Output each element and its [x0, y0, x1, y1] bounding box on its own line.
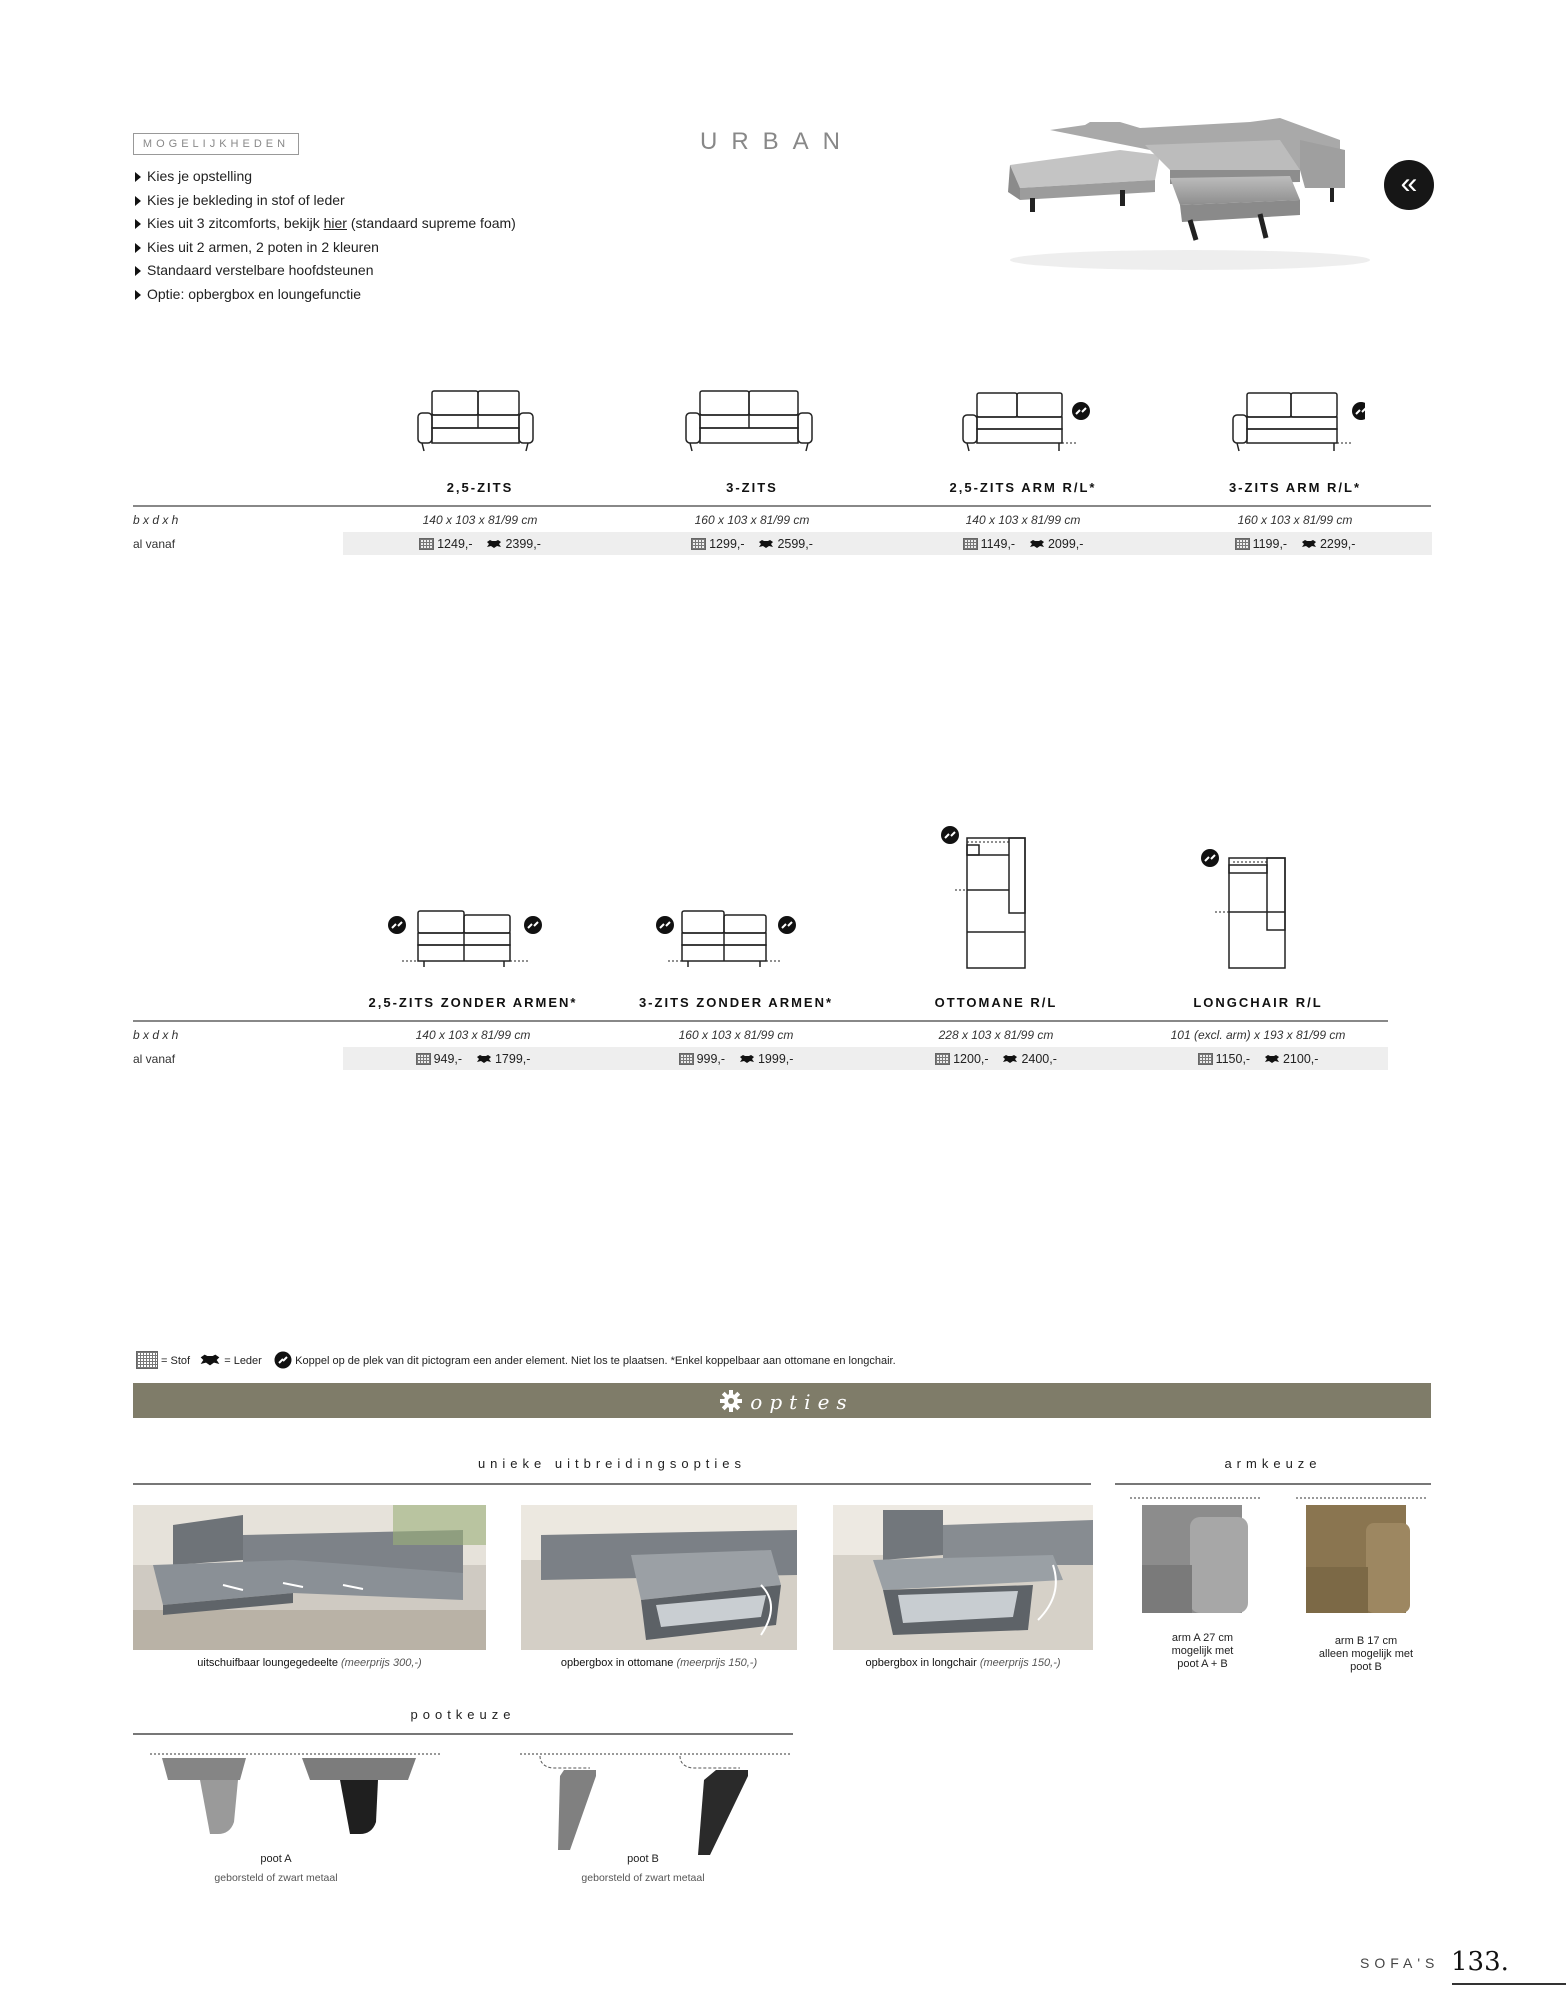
leather-icon: [739, 1053, 755, 1065]
model-price: 999,- 1999,-: [616, 1052, 856, 1066]
footer-rule: [1452, 1983, 1566, 1985]
model-name: 2,5-ZITS: [446, 480, 514, 495]
model-dims: 160 x 103 x 81/99 cm: [678, 1028, 794, 1042]
option-caption: opbergbox in ottomane (meerprijs 150,-): [560, 1657, 758, 1669]
model-price: 1199,- 2299,-: [1175, 537, 1415, 551]
double-chevron-left-icon: «: [1400, 167, 1418, 200]
fabric-icon: [1235, 538, 1250, 550]
feature-item: Kies je bekleding in stof of leder: [133, 189, 693, 213]
feature-list: [133, 165, 693, 306]
leg-a-label: poot A: [260, 1853, 292, 1865]
table-divider: [133, 1020, 1388, 1022]
fabric-icon: [691, 538, 706, 550]
footer-section: SOFA'S: [1360, 1955, 1440, 1971]
arm-b-image: [1296, 1495, 1426, 1615]
fabric-icon: [1198, 1053, 1213, 1065]
fabric-icon: [416, 1053, 431, 1065]
model-name: 3-ZITS ZONDER ARMEN*: [638, 995, 834, 1010]
model-name: 2,5-ZITS ARM R/L*: [949, 480, 1097, 495]
leather-icon: [1002, 1053, 1018, 1065]
brand-title: URBAN: [700, 128, 855, 155]
option-photo-ottomane-box: [521, 1505, 797, 1650]
sofa-diagram-2-5-zits-zonder-armen: [380, 905, 550, 975]
feature-item: Kies uit 3 zitcomforts, bekijk hier (standaard supreme foam): [133, 212, 693, 236]
model-name: 3-ZITS ARM R/L*: [1228, 480, 1362, 495]
leather-icon: [486, 538, 502, 550]
options-title: opties: [750, 1390, 854, 1414]
leather-icon: [476, 1053, 492, 1065]
model-dims: 101 (excl. arm) x 193 x 81/99 cm: [1170, 1028, 1346, 1042]
page-number: 133.: [1451, 1947, 1509, 1977]
leather-icon: [1301, 538, 1317, 550]
model-name: 2,5-ZITS ZONDER ARMEN*: [368, 995, 578, 1010]
price-label: al vanaf: [133, 1052, 176, 1066]
sofa-diagram-3-zits-zonder-armen: [648, 905, 818, 975]
model-dims: 140 x 103 x 81/99 cm: [415, 1028, 531, 1042]
option-photo-lounge: [133, 1505, 486, 1650]
option-caption: uitschuifbaar loungegedeelte (meerprijs 300,-): [197, 1657, 422, 1669]
model-price: 949,- 1799,-: [353, 1052, 593, 1066]
feature-item: Kies je opstelling: [133, 165, 693, 189]
dims-label: b x d x h: [133, 1028, 179, 1042]
model-price: 1150,- 2100,-: [1138, 1052, 1378, 1066]
model-price: 1249,- 2399,-: [360, 537, 600, 551]
leg-a-image: [150, 1750, 440, 1840]
sofa-diagram-longchair: [1195, 840, 1295, 975]
leather-icon: [199, 1352, 221, 1368]
model-dims: 160 x 103 x 81/99 cm: [694, 513, 810, 527]
model-dims: 140 x 103 x 81/99 cm: [965, 513, 1081, 527]
section-divider: [133, 1483, 1091, 1485]
comfort-link[interactable]: hier: [323, 215, 347, 231]
sofa-diagram-3-zits-arm: [1225, 383, 1365, 455]
sofa-diagram-3-zits: [678, 383, 818, 455]
fabric-icon: [935, 1053, 950, 1065]
legend: = Stof = Leder Koppel op de plek van dit pictogram een ander element. Niet los te plaatsen. *Enkel koppelbaar aan ottomane en longchair.: [136, 1351, 896, 1369]
link-icon: [274, 1351, 292, 1369]
sofa-diagram-ottomane: [935, 820, 1035, 975]
leg-a-sub: geborsteld of zwart metaal: [214, 1872, 338, 1884]
arm-b-caption: arm B 17 cm alleen mogelijk met poot B: [1318, 1635, 1414, 1673]
dims-label: b x d x h: [133, 513, 179, 527]
model-dims: 228 x 103 x 81/99 cm: [938, 1028, 1054, 1042]
fabric-icon: [136, 1351, 158, 1369]
leather-icon: [1264, 1053, 1280, 1065]
arm-choice-title: armkeuze: [1224, 1456, 1322, 1471]
unique-options-title: unieke uitbreidingsopties: [477, 1456, 747, 1471]
leg-b-image: [520, 1750, 790, 1860]
back-button[interactable]: [1384, 160, 1434, 210]
model-price: 1200,- 2400,-: [876, 1052, 1116, 1066]
options-bar: [133, 1383, 1431, 1418]
leg-b-label: poot B: [627, 1853, 659, 1865]
sofa-diagram-2-5-zits: [410, 383, 540, 455]
price-label: al vanaf: [133, 537, 176, 551]
table-divider: [133, 505, 1431, 507]
feature-item: Optie: opbergbox en loungefunctie: [133, 283, 693, 307]
arm-a-caption: arm A 27 cm mogelijk met poot A + B: [1171, 1632, 1234, 1670]
model-price: 1299,- 2599,-: [632, 537, 872, 551]
model-dims: 140 x 103 x 81/99 cm: [422, 513, 538, 527]
feature-item: Standaard verstelbare hoofdsteunen: [133, 259, 693, 283]
model-name: OTTOMANE R/L: [934, 995, 1058, 1010]
fabric-icon: [679, 1053, 694, 1065]
model-price: 1149,- 2099,-: [903, 537, 1143, 551]
fabric-icon: [963, 538, 978, 550]
option-caption: opbergbox in longchair (meerprijs 150,-): [865, 1657, 1061, 1669]
sofa-diagram-2-5-zits-arm: [955, 383, 1095, 455]
section-divider: [1115, 1483, 1431, 1485]
fabric-icon: [419, 538, 434, 550]
feature-item: Kies uit 2 armen, 2 poten in 2 kleuren: [133, 236, 693, 260]
section-divider: [133, 1733, 793, 1735]
section-badge: MOGELIJKHEDEN: [133, 133, 299, 155]
hero-sofa-image: [1000, 110, 1370, 270]
model-name: LONGCHAIR R/L: [1193, 995, 1323, 1010]
leather-icon: [1029, 538, 1045, 550]
leg-b-sub: geborsteld of zwart metaal: [581, 1872, 705, 1884]
arm-a-image: [1130, 1495, 1260, 1615]
option-photo-longchair-box: [833, 1505, 1093, 1650]
leather-icon: [758, 538, 774, 550]
model-dims: 160 x 103 x 81/99 cm: [1237, 513, 1353, 527]
leg-choice-title: pootkeuze: [410, 1707, 516, 1722]
model-name: 3-ZITS: [726, 480, 778, 495]
